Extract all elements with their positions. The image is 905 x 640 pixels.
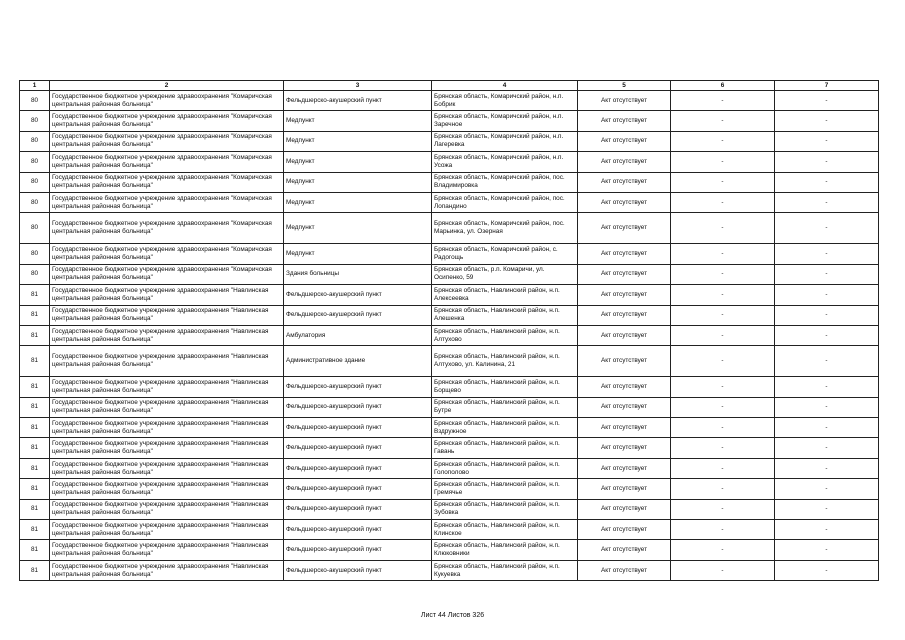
facility-type-cell: Фельдшерско-акушерский пункт bbox=[284, 397, 432, 417]
facility-type-cell: Медпункт bbox=[284, 192, 432, 212]
column-6-value-cell: - bbox=[671, 305, 775, 325]
act-status-cell: Акт отсутствует bbox=[578, 377, 671, 397]
act-status-cell: Акт отсутствует bbox=[578, 91, 671, 111]
address-cell: Брянская область, Навлинский район, н.п. Борщево bbox=[432, 377, 578, 397]
institution-name-cell: Государственное бюджетное учреждение здравоохранения "Навлинская центральная районная больница" bbox=[50, 479, 284, 499]
column-6-value-cell: - bbox=[671, 91, 775, 111]
institution-name-cell: Государственное бюджетное учреждение здравоохранения "Навлинская центральная районная больница" bbox=[50, 499, 284, 519]
column-6-value-cell: - bbox=[671, 397, 775, 417]
table-row bbox=[20, 111, 879, 131]
institution-name-cell: Государственное бюджетное учреждение здравоохранения "Навлинская центральная районная больница" bbox=[50, 346, 284, 377]
table-row bbox=[20, 479, 879, 499]
address-cell: Брянская область, Комаричский район, н.п. Усожа bbox=[432, 152, 578, 172]
address-cell: Брянская область, Навлинский район, н.п. Зубовка bbox=[432, 499, 578, 519]
register-table bbox=[19, 80, 879, 581]
table-row bbox=[20, 131, 879, 151]
column-7-value-cell: - bbox=[775, 285, 879, 305]
row-number-cell: 80 bbox=[20, 91, 50, 111]
institution-name-cell: Государственное бюджетное учреждение здравоохранения "Навлинская центральная районная больница" bbox=[50, 418, 284, 438]
column-6-value-cell: - bbox=[671, 264, 775, 284]
row-number-cell: 81 bbox=[20, 560, 50, 580]
facility-type-cell: Фельдшерско-акушерский пункт bbox=[284, 560, 432, 580]
facility-type-cell: Фельдшерско-акушерский пункт bbox=[284, 91, 432, 111]
column-7-value-cell: - bbox=[775, 540, 879, 560]
row-number-cell: 80 bbox=[20, 111, 50, 131]
act-status-cell: Акт отсутствует bbox=[578, 458, 671, 478]
table-row bbox=[20, 264, 879, 284]
address-cell: Брянская область, Навлинский район, н.п. Клюковники bbox=[432, 540, 578, 560]
institution-name-cell: Государственное бюджетное учреждение здравоохранения "Комаричская центральная районная больница" bbox=[50, 152, 284, 172]
institution-name-cell: Государственное бюджетное учреждение здравоохранения "Комаричская центральная районная больница" bbox=[50, 244, 284, 264]
institution-name-cell: Государственное бюджетное учреждение здравоохранения "Комаричская центральная районная больница" bbox=[50, 192, 284, 212]
row-number-cell: 81 bbox=[20, 346, 50, 377]
page-footer: Лист 44 Листов 326 bbox=[420, 612, 485, 619]
address-cell: Брянская область, Комаричский район, с. Радогощь bbox=[432, 244, 578, 264]
facility-type-cell: Медпункт bbox=[284, 131, 432, 151]
address-cell: Брянская область, Комаричский район, пос. Лопандино bbox=[432, 192, 578, 212]
column-7-value-cell: - bbox=[775, 346, 879, 377]
address-cell: Брянская область, Навлинский район, н.п. Алтухово, ул. Калинина, 21 bbox=[432, 346, 578, 377]
column-7-value-cell: - bbox=[775, 458, 879, 478]
column-7-value-cell: - bbox=[775, 213, 879, 244]
act-status-cell: Акт отсутствует bbox=[578, 111, 671, 131]
row-number-cell: 80 bbox=[20, 244, 50, 264]
column-header-6: 6 bbox=[671, 81, 775, 91]
row-number-cell: 81 bbox=[20, 377, 50, 397]
column-7-value-cell: - bbox=[775, 305, 879, 325]
institution-name-cell: Государственное бюджетное учреждение здравоохранения "Навлинская центральная районная больница" bbox=[50, 305, 284, 325]
column-6-value-cell: - bbox=[671, 438, 775, 458]
act-status-cell: Акт отсутствует bbox=[578, 346, 671, 377]
facility-type-cell: Медпункт bbox=[284, 213, 432, 244]
column-7-value-cell: - bbox=[775, 244, 879, 264]
column-6-value-cell: - bbox=[671, 458, 775, 478]
institution-name-cell: Государственное бюджетное учреждение здравоохранения "Комаричская центральная районная больница" bbox=[50, 91, 284, 111]
column-6-value-cell: - bbox=[671, 244, 775, 264]
column-6-value-cell: - bbox=[671, 499, 775, 519]
table-row bbox=[20, 213, 879, 244]
address-cell: Брянская область, Комаричский район, пос. Марьинка, ул. Озерная bbox=[432, 213, 578, 244]
table-row bbox=[20, 285, 879, 305]
table-row bbox=[20, 418, 879, 438]
institution-name-cell: Государственное бюджетное учреждение здравоохранения "Навлинская центральная районная больница" bbox=[50, 520, 284, 540]
row-number-cell: 81 bbox=[20, 397, 50, 417]
column-7-value-cell: - bbox=[775, 111, 879, 131]
column-7-value-cell: - bbox=[775, 172, 879, 192]
row-number-cell: 80 bbox=[20, 172, 50, 192]
act-status-cell: Акт отсутствует bbox=[578, 325, 671, 345]
column-header-7: 7 bbox=[775, 81, 879, 91]
act-status-cell: Акт отсутствует bbox=[578, 192, 671, 212]
act-status-cell: Акт отсутствует bbox=[578, 285, 671, 305]
table-row bbox=[20, 305, 879, 325]
act-status-cell: Акт отсутствует bbox=[578, 131, 671, 151]
column-6-value-cell: - bbox=[671, 131, 775, 151]
act-status-cell: Акт отсутствует bbox=[578, 520, 671, 540]
column-7-value-cell: - bbox=[775, 438, 879, 458]
column-header-4: 4 bbox=[432, 81, 578, 91]
column-header-5: 5 bbox=[578, 81, 671, 91]
facility-type-cell: Медпункт bbox=[284, 111, 432, 131]
address-cell: Брянская область, Навлинский район, н.п. Алексеевка bbox=[432, 285, 578, 305]
facility-type-cell: Фельдшерско-акушерский пункт bbox=[284, 305, 432, 325]
institution-name-cell: Государственное бюджетное учреждение здравоохранения "Навлинская центральная районная больница" bbox=[50, 377, 284, 397]
facility-type-cell: Медпункт bbox=[284, 244, 432, 264]
row-number-cell: 80 bbox=[20, 192, 50, 212]
column-6-value-cell: - bbox=[671, 192, 775, 212]
row-number-cell: 81 bbox=[20, 520, 50, 540]
act-status-cell: Акт отсутствует bbox=[578, 264, 671, 284]
column-7-value-cell: - bbox=[775, 520, 879, 540]
act-status-cell: Акт отсутствует bbox=[578, 540, 671, 560]
column-6-value-cell: - bbox=[671, 540, 775, 560]
table-row bbox=[20, 377, 879, 397]
column-6-value-cell: - bbox=[671, 346, 775, 377]
institution-name-cell: Государственное бюджетное учреждение здравоохранения "Навлинская центральная районная больница" bbox=[50, 560, 284, 580]
table-row bbox=[20, 172, 879, 192]
column-6-value-cell: - bbox=[671, 285, 775, 305]
column-6-value-cell: - bbox=[671, 325, 775, 345]
address-cell: Брянская область, Навлинский район, н.п. Гремячье bbox=[432, 479, 578, 499]
act-status-cell: Акт отсутствует bbox=[578, 213, 671, 244]
column-6-value-cell: - bbox=[671, 377, 775, 397]
facility-type-cell: Фельдшерско-акушерский пункт bbox=[284, 499, 432, 519]
address-cell: Брянская область, Навлинский район, н.п. Клинское bbox=[432, 520, 578, 540]
row-number-cell: 81 bbox=[20, 499, 50, 519]
facility-type-cell: Фельдшерско-акушерский пункт bbox=[284, 479, 432, 499]
facility-type-cell: Фельдшерско-акушерский пункт bbox=[284, 418, 432, 438]
institution-name-cell: Государственное бюджетное учреждение здравоохранения "Навлинская центральная районная больница" bbox=[50, 540, 284, 560]
column-7-value-cell: - bbox=[775, 418, 879, 438]
institution-name-cell: Государственное бюджетное учреждение здравоохранения "Комаричская центральная районная больница" bbox=[50, 131, 284, 151]
act-status-cell: Акт отсутствует bbox=[578, 244, 671, 264]
row-number-cell: 81 bbox=[20, 305, 50, 325]
institution-name-cell: Государственное бюджетное учреждение здравоохранения "Комаричская центральная районная больница" bbox=[50, 172, 284, 192]
table-row bbox=[20, 325, 879, 345]
facility-type-cell: Фельдшерско-акушерский пункт bbox=[284, 458, 432, 478]
act-status-cell: Акт отсутствует bbox=[578, 152, 671, 172]
address-cell: Брянская область, Навлинский район, н.п. Бутре bbox=[432, 397, 578, 417]
act-status-cell: Акт отсутствует bbox=[578, 479, 671, 499]
column-7-value-cell: - bbox=[775, 377, 879, 397]
facility-type-cell: Административное здание bbox=[284, 346, 432, 377]
column-7-value-cell: - bbox=[775, 131, 879, 151]
table-row bbox=[20, 520, 879, 540]
table-row bbox=[20, 152, 879, 172]
column-7-value-cell: - bbox=[775, 479, 879, 499]
facility-type-cell: Медпункт bbox=[284, 152, 432, 172]
table-row bbox=[20, 458, 879, 478]
column-header-3: 3 bbox=[284, 81, 432, 91]
column-6-value-cell: - bbox=[671, 560, 775, 580]
address-cell: Брянская область, Комаричский район, н.п. Лагеревка bbox=[432, 131, 578, 151]
institution-name-cell: Государственное бюджетное учреждение здравоохранения "Комаричская центральная районная больница" bbox=[50, 264, 284, 284]
column-6-value-cell: - bbox=[671, 213, 775, 244]
address-cell: Брянская область, Навлинский район, н.п. Кукуевка bbox=[432, 560, 578, 580]
column-7-value-cell: - bbox=[775, 560, 879, 580]
act-status-cell: Акт отсутствует bbox=[578, 397, 671, 417]
table-row bbox=[20, 244, 879, 264]
facility-type-cell: Здания больницы bbox=[284, 264, 432, 284]
table-body bbox=[20, 91, 879, 581]
table-row bbox=[20, 91, 879, 111]
row-number-cell: 81 bbox=[20, 285, 50, 305]
address-cell: Брянская область, Навлинский район, н.п. Голополово bbox=[432, 458, 578, 478]
address-cell: Брянская область, Комаричский район, пос. Владимировка bbox=[432, 172, 578, 192]
facility-type-cell: Амбулатория bbox=[284, 325, 432, 345]
row-number-cell: 80 bbox=[20, 264, 50, 284]
column-6-value-cell: - bbox=[671, 172, 775, 192]
act-status-cell: Акт отсутствует bbox=[578, 305, 671, 325]
table-row bbox=[20, 560, 879, 580]
row-number-cell: 81 bbox=[20, 479, 50, 499]
act-status-cell: Акт отсутствует bbox=[578, 499, 671, 519]
row-number-cell: 80 bbox=[20, 152, 50, 172]
column-7-value-cell: - bbox=[775, 325, 879, 345]
address-cell: Брянская область, Комаричский район, н.п. Бобрик bbox=[432, 91, 578, 111]
column-header-1: 1 bbox=[20, 81, 50, 91]
address-cell: Брянская область, Навлинский район, н.п. Гавань bbox=[432, 438, 578, 458]
facility-type-cell: Фельдшерско-акушерский пункт bbox=[284, 520, 432, 540]
facility-type-cell: Фельдшерско-акушерский пункт bbox=[284, 285, 432, 305]
row-number-cell: 81 bbox=[20, 540, 50, 560]
facility-type-cell: Фельдшерско-акушерский пункт bbox=[284, 540, 432, 560]
institution-name-cell: Государственное бюджетное учреждение здравоохранения "Навлинская центральная районная больница" bbox=[50, 397, 284, 417]
act-status-cell: Акт отсутствует bbox=[578, 560, 671, 580]
facility-type-cell: Фельдшерско-акушерский пункт bbox=[284, 438, 432, 458]
institution-name-cell: Государственное бюджетное учреждение здравоохранения "Навлинская центральная районная больница" bbox=[50, 325, 284, 345]
address-cell: Брянская область, Навлинский район, н.п. Вздружное bbox=[432, 418, 578, 438]
column-6-value-cell: - bbox=[671, 520, 775, 540]
address-cell: Брянская область, Навлинский район, н.п. Алешенка bbox=[432, 305, 578, 325]
act-status-cell: Акт отсутствует bbox=[578, 418, 671, 438]
table-row bbox=[20, 499, 879, 519]
column-6-value-cell: - bbox=[671, 418, 775, 438]
column-7-value-cell: - bbox=[775, 499, 879, 519]
row-number-cell: 81 bbox=[20, 418, 50, 438]
act-status-cell: Акт отсутствует bbox=[578, 172, 671, 192]
column-6-value-cell: - bbox=[671, 111, 775, 131]
address-cell: Брянская область, р.п. Комаричи, ул. Осипенко, 59 bbox=[432, 264, 578, 284]
row-number-cell: 80 bbox=[20, 213, 50, 244]
row-number-cell: 81 bbox=[20, 458, 50, 478]
row-number-cell: 81 bbox=[20, 325, 50, 345]
institution-name-cell: Государственное бюджетное учреждение здравоохранения "Навлинская центральная районная больница" bbox=[50, 458, 284, 478]
institution-name-cell: Государственное бюджетное учреждение здравоохранения "Комаричская центральная районная больница" bbox=[50, 213, 284, 244]
column-7-value-cell: - bbox=[775, 397, 879, 417]
column-7-value-cell: - bbox=[775, 264, 879, 284]
table-row bbox=[20, 192, 879, 212]
column-header-2: 2 bbox=[50, 81, 284, 91]
row-number-cell: 80 bbox=[20, 131, 50, 151]
institution-name-cell: Государственное бюджетное учреждение здравоохранения "Навлинская центральная районная больница" bbox=[50, 285, 284, 305]
act-status-cell: Акт отсутствует bbox=[578, 438, 671, 458]
table-row bbox=[20, 346, 879, 377]
institution-name-cell: Государственное бюджетное учреждение здравоохранения "Навлинская центральная районная больница" bbox=[50, 438, 284, 458]
table-row bbox=[20, 438, 879, 458]
column-7-value-cell: - bbox=[775, 192, 879, 212]
column-6-value-cell: - bbox=[671, 479, 775, 499]
table-row bbox=[20, 397, 879, 417]
column-7-value-cell: - bbox=[775, 152, 879, 172]
table-row bbox=[20, 540, 879, 560]
facility-type-cell: Медпункт bbox=[284, 172, 432, 192]
institution-name-cell: Государственное бюджетное учреждение здравоохранения "Комаричская центральная районная больница" bbox=[50, 111, 284, 131]
column-7-value-cell: - bbox=[775, 91, 879, 111]
table-header-row bbox=[20, 81, 879, 91]
address-cell: Брянская область, Комаричский район, н.п. Заречное bbox=[432, 111, 578, 131]
column-6-value-cell: - bbox=[671, 152, 775, 172]
facility-type-cell: Фельдшерско-акушерский пункт bbox=[284, 377, 432, 397]
address-cell: Брянская область, Навлинский район, н.п. Алтухово bbox=[432, 325, 578, 345]
row-number-cell: 81 bbox=[20, 438, 50, 458]
